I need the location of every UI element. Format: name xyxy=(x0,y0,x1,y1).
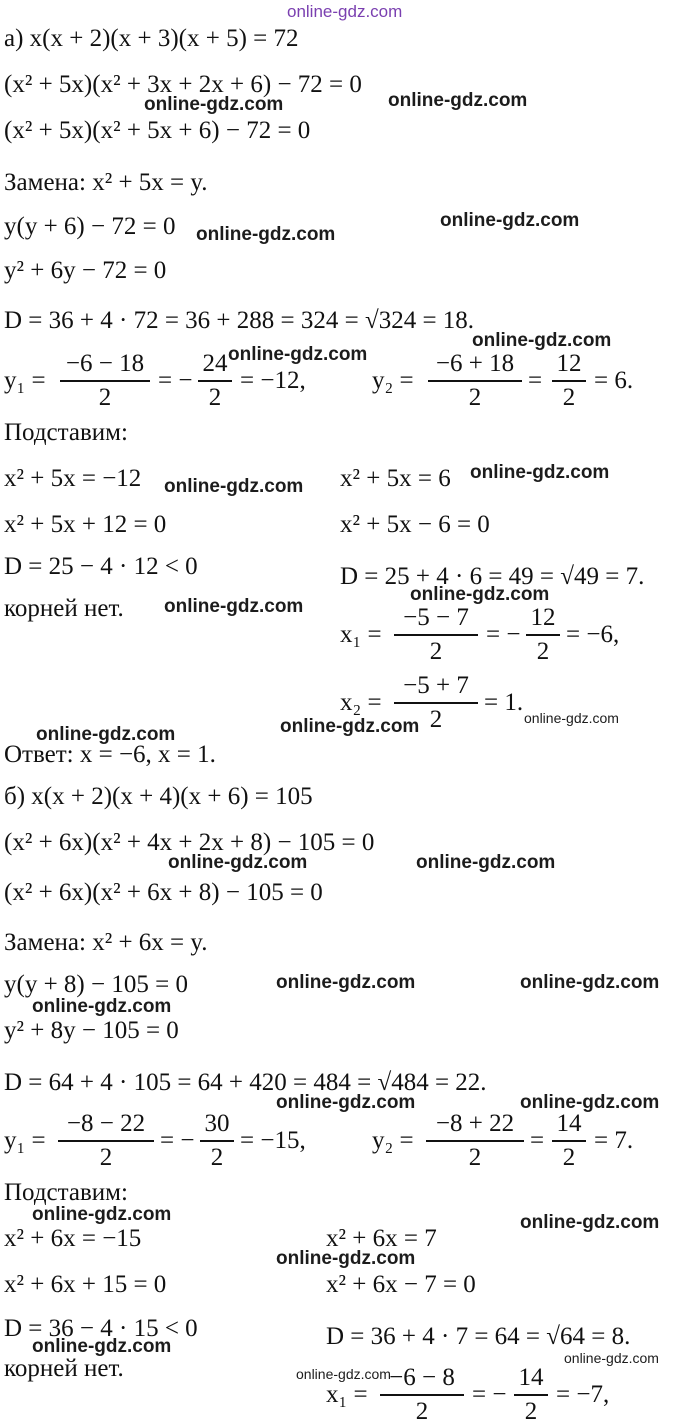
part-a-y2-mid: = xyxy=(528,367,543,394)
numerator: 30 xyxy=(204,1110,230,1137)
part-b-left-discriminant: D = 36 − 4 · 15 < 0 xyxy=(4,1315,198,1342)
watermark: online-gdz.com xyxy=(472,330,612,351)
part-a-y2-label: y₂ = xyxy=(372,367,414,394)
denominator: 2 xyxy=(562,1144,576,1171)
fraction-bar xyxy=(552,380,586,382)
numerator: −6 − 8 xyxy=(389,1364,455,1391)
watermark: online-gdz.com xyxy=(520,1092,660,1113)
denominator: 2 xyxy=(415,1398,429,1425)
numerator: −6 − 18 xyxy=(65,350,145,377)
fraction-bar xyxy=(58,1140,154,1142)
part-a-right-discriminant: D = 25 + 4 · 6 = 49 = √49 = 7. xyxy=(340,563,645,590)
part-a-x1-fraction2 xyxy=(526,604,560,666)
numerator: −8 + 22 xyxy=(435,1110,515,1137)
watermark: online-gdz.com xyxy=(276,972,416,993)
part-a-x1-result: = −6, xyxy=(566,621,620,648)
fraction-bar xyxy=(380,1394,464,1396)
watermark: online-gdz.com xyxy=(410,584,550,605)
part-a-y1-fraction xyxy=(60,350,150,412)
watermark: online-gdz.com xyxy=(276,1092,416,1113)
watermark: online-gdz.com xyxy=(280,716,420,737)
part-a-y2-fraction2 xyxy=(552,350,586,412)
watermark: online-gdz.com xyxy=(164,476,304,497)
watermark: online-gdz.com xyxy=(32,1336,172,1357)
denominator: 2 xyxy=(468,384,482,411)
watermark: online-gdz.com xyxy=(32,996,172,1017)
part-a-x2-label: x₂ = xyxy=(340,689,382,716)
part-b-y2-fraction2 xyxy=(552,1110,586,1172)
part-a-y1-mid: = − xyxy=(158,367,193,394)
numerator: 24 xyxy=(202,350,228,377)
part-a-group: (x² + 5x)(x² + 5x + 6) − 72 = 0 xyxy=(4,117,311,144)
watermark: online-gdz.com xyxy=(520,1212,660,1233)
part-a-y1-result: = −12, xyxy=(240,367,306,394)
part-a-left-eq1: x² + 5x = −12 xyxy=(4,465,142,492)
watermark: online-gdz.com xyxy=(228,344,368,365)
numerator: −5 + 7 xyxy=(403,672,469,699)
part-a-x1-mid: = − xyxy=(486,621,521,648)
numerator: 14 xyxy=(518,1364,544,1391)
part-a-equation: а) x(x + 2)(x + 3)(x + 5) = 72 xyxy=(4,25,299,52)
denominator: 2 xyxy=(210,1144,224,1171)
fraction-bar xyxy=(514,1394,548,1396)
fraction-bar xyxy=(60,380,150,382)
watermark: online-gdz.com xyxy=(196,224,336,245)
part-a-x1-fraction xyxy=(394,604,478,666)
numerator: −5 − 7 xyxy=(403,604,469,631)
denominator: 2 xyxy=(468,1144,482,1171)
part-a-right-eq2: x² + 5x − 6 = 0 xyxy=(340,511,490,538)
part-a-right-eq1: x² + 5x = 6 xyxy=(340,465,451,492)
denominator: 2 xyxy=(524,1398,538,1425)
fraction-bar xyxy=(426,1140,524,1142)
watermark: online-gdz.com xyxy=(388,90,528,111)
part-b-right-eq1: x² + 6x = 7 xyxy=(326,1225,437,1252)
fraction-bar xyxy=(394,634,478,636)
part-b-y2-label: y₂ = xyxy=(372,1127,414,1154)
watermark: online-gdz.com xyxy=(168,852,308,873)
part-b-right-discriminant: D = 36 + 4 · 7 = 64 = √64 = 8. xyxy=(326,1323,631,1350)
part-a-left-eq2: x² + 5x + 12 = 0 xyxy=(4,511,167,538)
watermark: online-gdz.com xyxy=(32,1204,172,1225)
part-b-x1-fraction2 xyxy=(514,1364,548,1426)
part-b-y1-result: = −15, xyxy=(240,1127,306,1154)
part-a-answer: Ответ: x = −6, x = 1. xyxy=(4,741,216,768)
part-b-substitution: Замена: x² + 6x = y. xyxy=(4,929,208,956)
part-b-y1-fraction2 xyxy=(200,1110,234,1172)
part-b-left-eq2: x² + 6x + 15 = 0 xyxy=(4,1271,167,1298)
part-a-left-discriminant: D = 25 − 4 · 12 < 0 xyxy=(4,553,198,580)
watermark: online-gdz.com xyxy=(470,462,610,483)
part-a-x1-label: x₁ = xyxy=(340,621,382,648)
part-b-right-eq2: x² + 6x − 7 = 0 xyxy=(326,1271,476,1298)
part-a-y-quadratic: y² + 6y − 72 = 0 xyxy=(4,257,167,284)
part-b-left-eq1: x² + 6x = −15 xyxy=(4,1225,142,1252)
part-a-left-no-roots: корней нет. xyxy=(4,595,124,622)
watermark: online-gdz.com xyxy=(144,94,284,115)
part-a-y2-result: = 6. xyxy=(594,367,634,394)
numerator: 14 xyxy=(556,1110,582,1137)
numerator: −8 − 22 xyxy=(66,1110,146,1137)
part-b-y-quadratic: y² + 8y − 105 = 0 xyxy=(4,1017,179,1044)
fraction-bar xyxy=(394,702,478,704)
watermark: online-gdz.com xyxy=(416,852,556,873)
part-b-y-equation: y(y + 8) − 105 = 0 xyxy=(4,971,188,998)
numerator: 12 xyxy=(556,350,582,377)
part-b-discriminant: D = 64 + 4 · 105 = 64 + 420 = 484 = √484 = 22. xyxy=(4,1069,487,1096)
denominator: 2 xyxy=(536,638,550,665)
watermark: online-gdz.com xyxy=(164,596,304,617)
part-b-left-no-roots: корней нет. xyxy=(4,1355,124,1382)
denominator: 2 xyxy=(208,384,222,411)
watermark: online-gdz.com xyxy=(296,1366,391,1382)
fraction-bar xyxy=(198,380,232,382)
part-a-y1-fraction2 xyxy=(198,350,232,412)
part-b-x1-label: x₁ = xyxy=(326,1381,368,1408)
fraction-bar xyxy=(200,1140,234,1142)
part-a-y1-label: y₁ = xyxy=(4,367,46,394)
part-a-discriminant: D = 36 + 4 · 72 = 36 + 288 = 324 = √324 = 18. xyxy=(4,307,475,334)
fraction-bar xyxy=(552,1140,586,1142)
part-b-y1-fraction xyxy=(58,1110,154,1172)
fraction-bar xyxy=(526,634,560,636)
denominator: 2 xyxy=(98,384,112,411)
part-a-y2-fraction xyxy=(428,350,522,412)
part-b-y1-label: y₁ = xyxy=(4,1127,46,1154)
part-b-y2-result: = 7. xyxy=(594,1127,634,1154)
watermark: online-gdz.com xyxy=(524,710,619,726)
denominator: 2 xyxy=(562,384,576,411)
watermark: online-gdz.com xyxy=(276,1248,416,1269)
part-b-y2-mid: = xyxy=(530,1127,545,1154)
part-a-y-equation: y(y + 6) − 72 = 0 xyxy=(4,213,176,240)
watermark: online-gdz.com xyxy=(36,724,176,745)
watermark: online-gdz.com xyxy=(564,1350,659,1366)
numerator: 12 xyxy=(530,604,556,631)
part-a-substitution: Замена: x² + 5x = y. xyxy=(4,169,208,196)
part-a-x2-result: = 1. xyxy=(484,689,524,716)
part-b-substitute-heading: Подставим: xyxy=(4,1179,128,1206)
part-b-x1-result: = −7, xyxy=(556,1381,610,1408)
denominator: 2 xyxy=(429,706,443,733)
part-b-y2-fraction xyxy=(426,1110,524,1172)
part-b-x1-fraction xyxy=(380,1364,464,1426)
numerator: −6 + 18 xyxy=(435,350,515,377)
part-b-expand: (x² + 6x)(x² + 4x + 2x + 8) − 105 = 0 xyxy=(4,829,375,856)
watermark: online-gdz.com xyxy=(520,972,660,993)
watermark: online-gdz.com xyxy=(440,210,580,231)
denominator: 2 xyxy=(429,638,443,665)
watermark-top: online-gdz.com xyxy=(287,2,403,21)
part-b-x1-mid: = − xyxy=(472,1381,507,1408)
denominator: 2 xyxy=(99,1144,113,1171)
part-a-expand: (x² + 5x)(x² + 3x + 2x + 6) − 72 = 0 xyxy=(4,71,362,98)
part-a-substitute-heading: Подставим: xyxy=(4,419,128,446)
fraction-bar xyxy=(428,380,522,382)
part-b-group: (x² + 6x)(x² + 6x + 8) − 105 = 0 xyxy=(4,879,323,906)
part-b-y1-mid: = − xyxy=(160,1127,195,1154)
part-b-equation: б) x(x + 2)(x + 4)(x + 6) = 105 xyxy=(4,783,313,810)
